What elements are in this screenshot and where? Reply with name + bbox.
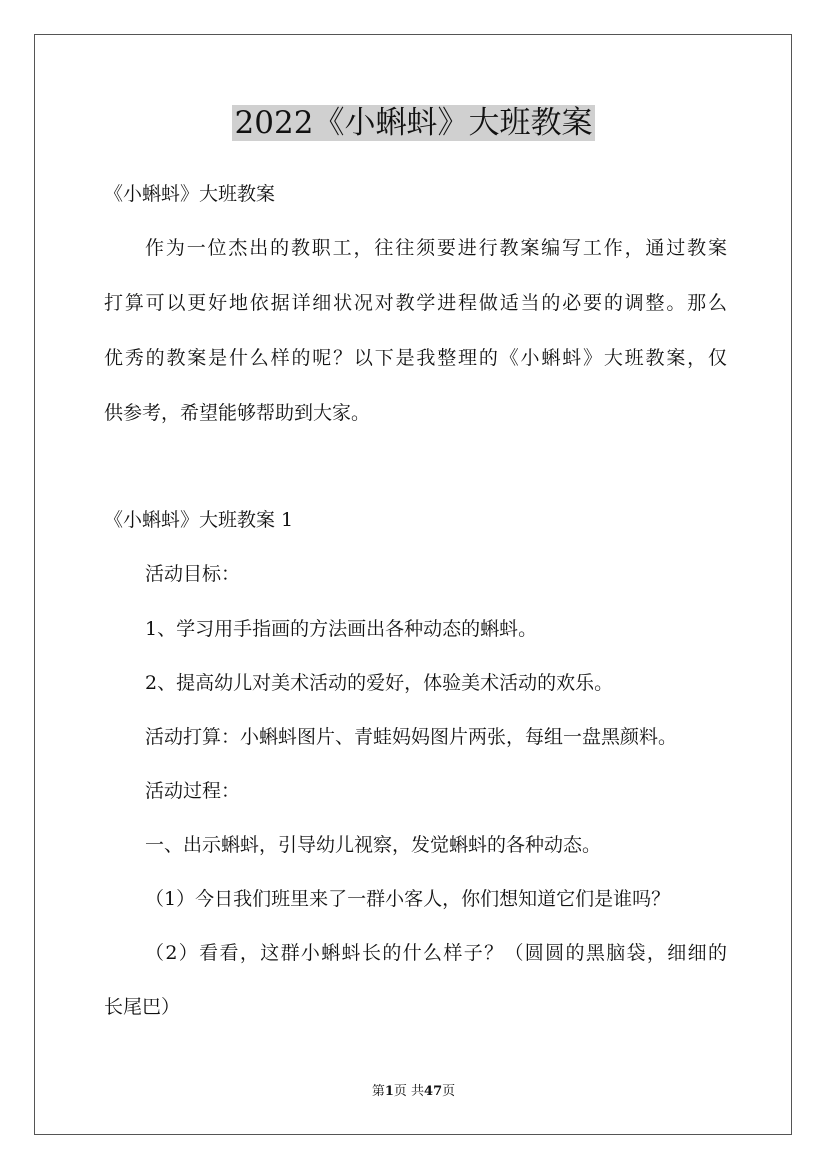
total-page-count: 47 xyxy=(424,1084,443,1099)
intro-line-3: 优秀的教案是什么样的呢？以下是我整理的《小蝌蚪》大班教案，仅 xyxy=(104,347,727,369)
document-title-text: 2022《小蝌蚪》大班教案 xyxy=(232,105,596,141)
current-page-number: 1 xyxy=(384,1084,394,1099)
intro-line-1: 作为一位杰出的教职工，往往须要进行教案编写工作，通过教案 xyxy=(145,237,727,259)
section-heading: 《小蝌蚪》大班教案 1 xyxy=(104,509,294,531)
process-question-2-line-2: 长尾巴） xyxy=(104,996,181,1018)
page-footer xyxy=(0,1083,827,1101)
document-title xyxy=(0,101,827,145)
footer-prefix: 第 xyxy=(371,1084,385,1099)
process-question-2-line-1: （2）看看，这群小蝌蚪长的什么样子？（圆圆的黑脑袋，细细的 xyxy=(145,942,727,964)
preparation-text: 活动打算：小蝌蚪图片、青蛙妈妈图片两张，每组一盘黑颜料。 xyxy=(145,726,678,748)
intro-line-2: 打算可以更好地依据详细状况对教学进程做适当的必要的调整。那么 xyxy=(104,292,727,314)
process-question-1: （1）今日我们班里来了一群小客人，你们想知道它们是谁吗？ xyxy=(145,888,671,910)
goal-2: 2、提高幼儿对美术活动的爱好，体验美术活动的欢乐。 xyxy=(145,672,614,694)
process-step-1: 一、出示蝌蚪，引导幼儿视察，发觉蝌蚪的各种动态。 xyxy=(145,834,602,856)
goals-label: 活动目标： xyxy=(145,563,241,585)
goal-1: 1、学习用手指画的方法画出各种动态的蝌蚪。 xyxy=(145,618,538,640)
document-subtitle: 《小蝌蚪》大班教案 xyxy=(104,183,276,205)
intro-line-4: 供参考，希望能够帮助到大家。 xyxy=(104,402,371,424)
footer-suffix: 页 xyxy=(442,1084,456,1099)
process-label: 活动过程： xyxy=(145,780,241,802)
footer-mid: 页 共 xyxy=(393,1084,425,1099)
